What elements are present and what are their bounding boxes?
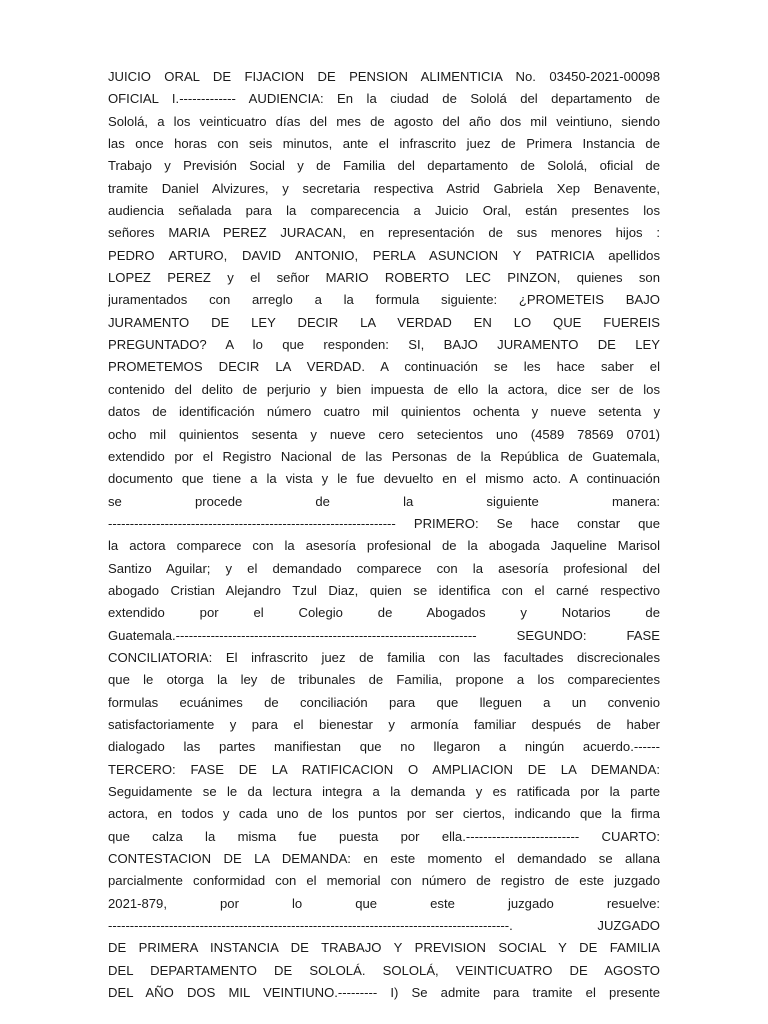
text-line: audiencia señalada para la comparecencia a Juicio Oral, están presentes los	[108, 203, 660, 219]
text-line: CONTESTACION DE LA DEMANDA: en este momento el demandado se allana	[108, 851, 660, 867]
text-line: extendido por el Colegio de Abogados y Notarios de	[108, 605, 660, 621]
text-line: dialogado las partes manifiestan que no llegaron a ningún acuerdo.------	[108, 739, 660, 755]
text-line: parcialmente conformidad con el memorial con número de registro de este juzgado	[108, 873, 660, 889]
text-line: tramite Daniel Alvizures, y secretaria respectiva Astrid Gabriela Xep Benavente,	[108, 180, 660, 196]
text-line: Seguidamente se le da lectura integra a la demanda y es ratificada por la parte	[108, 784, 660, 799]
text-line: que le otorga la ley de tribunales de Familia, propone a los comparecientes	[108, 672, 660, 688]
text-line: juramentados con arreglo a la formula siguiente: ¿PROMETEIS BAJO	[108, 292, 660, 308]
text-line: 2021-879, por lo que este juzgado resuelve:	[108, 895, 660, 911]
text-line: DEL AÑO DOS MIL VEINTIUNO.--------- I) Se admite para tramite el presente	[108, 985, 660, 1001]
text-line: satisfactoriamente y para el bienestar y armonía familiar después de haber	[108, 716, 660, 732]
text-line: ------------------------------------------------------------------ PRIMERO: Se hace constar que	[108, 515, 660, 531]
text-line: PROMETEMOS DECIR LA VERDAD. A continuación se les hace saber el	[108, 359, 660, 375]
text-line: Trabajo y Previsión Social y de Familia del departamento de Sololá, oficial de	[108, 158, 660, 174]
text-line: DE PRIMERA INSTANCIA DE TRABAJO Y PREVISION SOCIAL Y DE FAMILIA	[108, 940, 660, 956]
text-line: la actora comparece con la asesoría profesional de la abogada Jaqueline Marisol	[108, 538, 660, 554]
text-line: TERCERO: FASE DE LA RATIFICACION O AMPLIACION DE LA DEMANDA:	[108, 761, 660, 777]
text-line: --------------------------------------------------------------------------------------------. JUZGADO	[108, 918, 660, 934]
text-line: las once horas con seis minutos, ante el infrascrito juez de Primera Instancia de	[108, 136, 660, 152]
text-line: DEL DEPARTAMENTO DE SOLOLÁ. SOLOLÁ, VEINTICUATRO DE AGOSTO	[108, 962, 660, 978]
text-line: señores MARIA PEREZ JURACAN, en representación de sus menores hijos :	[108, 225, 660, 241]
text-line: documento que tiene a la vista y le fue devuelto en el mismo acto. A continuación	[108, 471, 660, 487]
text-line: JURAMENTO DE LEY DECIR LA VERDAD EN LO QUE FUEREIS	[108, 314, 660, 330]
text-line: se procede de la siguiente manera:	[108, 493, 660, 509]
text-line: PEDRO ARTURO, DAVID ANTONIO, PERLA ASUNCION Y PATRICIA apellidos	[108, 247, 660, 263]
text-line: LOPEZ PEREZ y el señor MARIO ROBERTO LEC PINZON, quienes son	[108, 270, 660, 286]
text-line: PREGUNTADO? A lo que responden: SI, BAJO JURAMENTO DE LEY	[108, 337, 660, 353]
text-line: Santizo Aguilar; y el demandado comparece con la asesoría profesional del	[108, 560, 660, 576]
text-line: abogado Cristian Alejandro Tzul Diaz, quien se identifica con el carné respectivo	[108, 582, 660, 598]
text-line: ocho mil quinientos sesenta y nueve cero setecientos uno (4589 78569 0701)	[108, 426, 660, 442]
text-line: datos de identificación número cuatro mil quinientos ochenta y nueve setenta y	[108, 404, 660, 420]
text-line: CONCILIATORIA: El infrascrito juez de familia con las facultades discrecionales	[108, 649, 660, 665]
text-line: contenido del delito de perjurio y bien impuesta de ello la actora, dice ser de los	[108, 381, 660, 397]
text-line: Guatemala.--------------------------------------------------------------------- SEGUNDO: FASE	[108, 627, 660, 643]
text-line: JUICIO ORAL DE FIJACION DE PENSION ALIMENTICIA No. 03450-2021-00098	[108, 69, 660, 84]
text-line: Sololá, a los veinticuatro días del mes de agosto del año dos mil veintiuno, siendo	[108, 113, 660, 129]
text-line: actora, en todos y cada uno de los puntos por ser ciertos, indicando que la firma	[108, 806, 660, 822]
text-line: formulas ecuánimes de conciliación para que lleguen a un convenio	[108, 694, 660, 710]
text-line: extendido por el Registro Nacional de las Personas de la República de Guatemala,	[108, 448, 660, 464]
text-line: que calza la misma fue puesta por ella.-------------------------- CUARTO:	[108, 828, 660, 844]
document-body	[108, 66, 660, 1004]
text-line: OFICIAL I.------------- AUDIENCIA: En la ciudad de Sololá del departamento de	[108, 91, 660, 107]
